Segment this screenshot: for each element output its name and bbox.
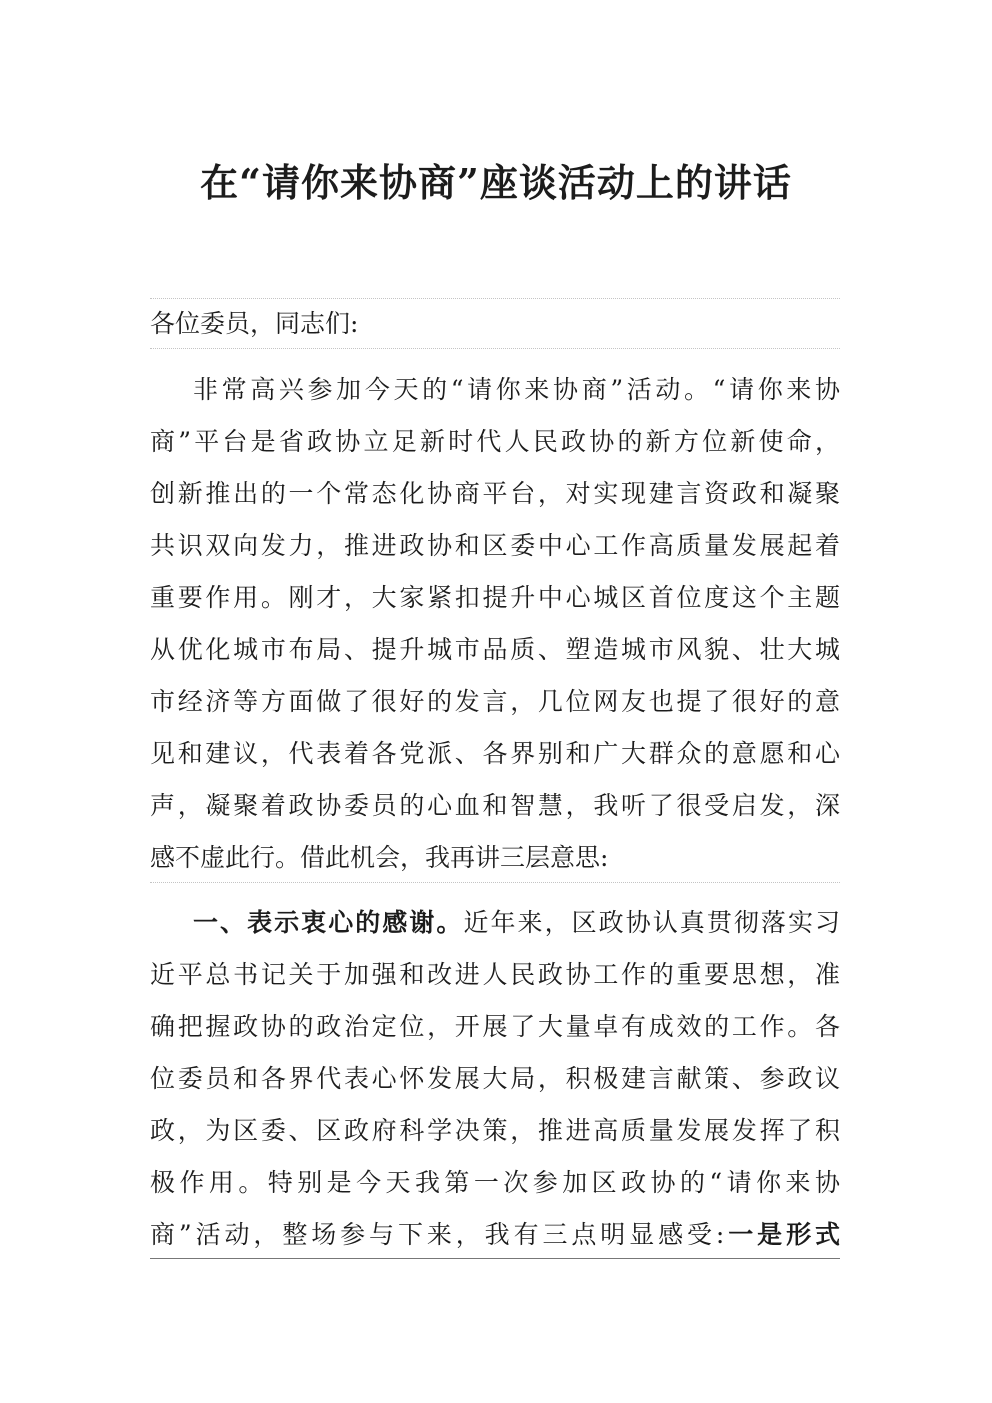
paragraph-thanks (150, 897, 840, 1261)
paragraph-line: 确把握政协的政治定位，开展了大量卓有成效的工作。各 (150, 1001, 840, 1053)
paragraph-text: 近年来，区政协认真贯彻落实习 (463, 908, 840, 937)
salutation: 各位委员，同志们: (150, 298, 840, 349)
paragraph-intro (150, 364, 840, 884)
paragraph-line: 声，凝聚着政协委员的心血和智慧，我听了很受启发，深 (150, 780, 840, 832)
paragraph-line: 见和建议，代表着各党派、各界别和广大群众的意愿和心 (150, 728, 840, 780)
paragraph-line (150, 1209, 840, 1261)
paragraph-divider (150, 882, 840, 883)
paragraph-line: 近平总书记关于加强和改进人民政协工作的重要思想，准 (150, 949, 840, 1001)
paragraph-line: 感不虚此行。借此机会，我再讲三层意思: (150, 843, 609, 872)
emphasis-text: 一是形式 (724, 1220, 840, 1249)
paragraph-line: 非常高兴参加今天的“请你来协商”活动。“请你来协 (150, 364, 840, 416)
page-bottom-rule (150, 1258, 840, 1259)
paragraph-line: 政，为区委、区政府科学决策，推进高质量发展发挥了积 (150, 1105, 840, 1157)
paragraph-line: 从优化城市布局、提升城市品质、塑造城市风貌、壮大城 (150, 624, 840, 676)
paragraph-line: 市经济等方面做了很好的发言，几位网友也提了很好的意 (150, 676, 840, 728)
paragraph-line (150, 897, 840, 949)
paragraph-line: 位委员和各界代表心怀发展大局，积极建言献策、参政议 (150, 1053, 840, 1105)
paragraph-line: 共识双向发力，推进政协和区委中心工作高质量发展起着 (150, 520, 840, 572)
paragraph-line: 创新推出的一个常态化协商平台，对实现建言资政和凝聚 (150, 468, 840, 520)
paragraph-text: 商”活动，整场参与下来，我有三点明显感受: (150, 1220, 725, 1249)
document-title: 在“请你来协商”座谈活动上的讲话 (200, 160, 792, 205)
paragraph-line: 重要作用。刚才，大家紧扣提升中心城区首位度这个主题 (150, 572, 840, 624)
paragraph-line: 商”平台是省政协立足新时代人民政协的新方位新使命， (150, 416, 840, 468)
section-heading: 一、表示衷心的感谢。 (193, 908, 464, 937)
paragraph-line: 极作用。特别是今天我第一次参加区政协的“请你来协 (150, 1157, 840, 1209)
